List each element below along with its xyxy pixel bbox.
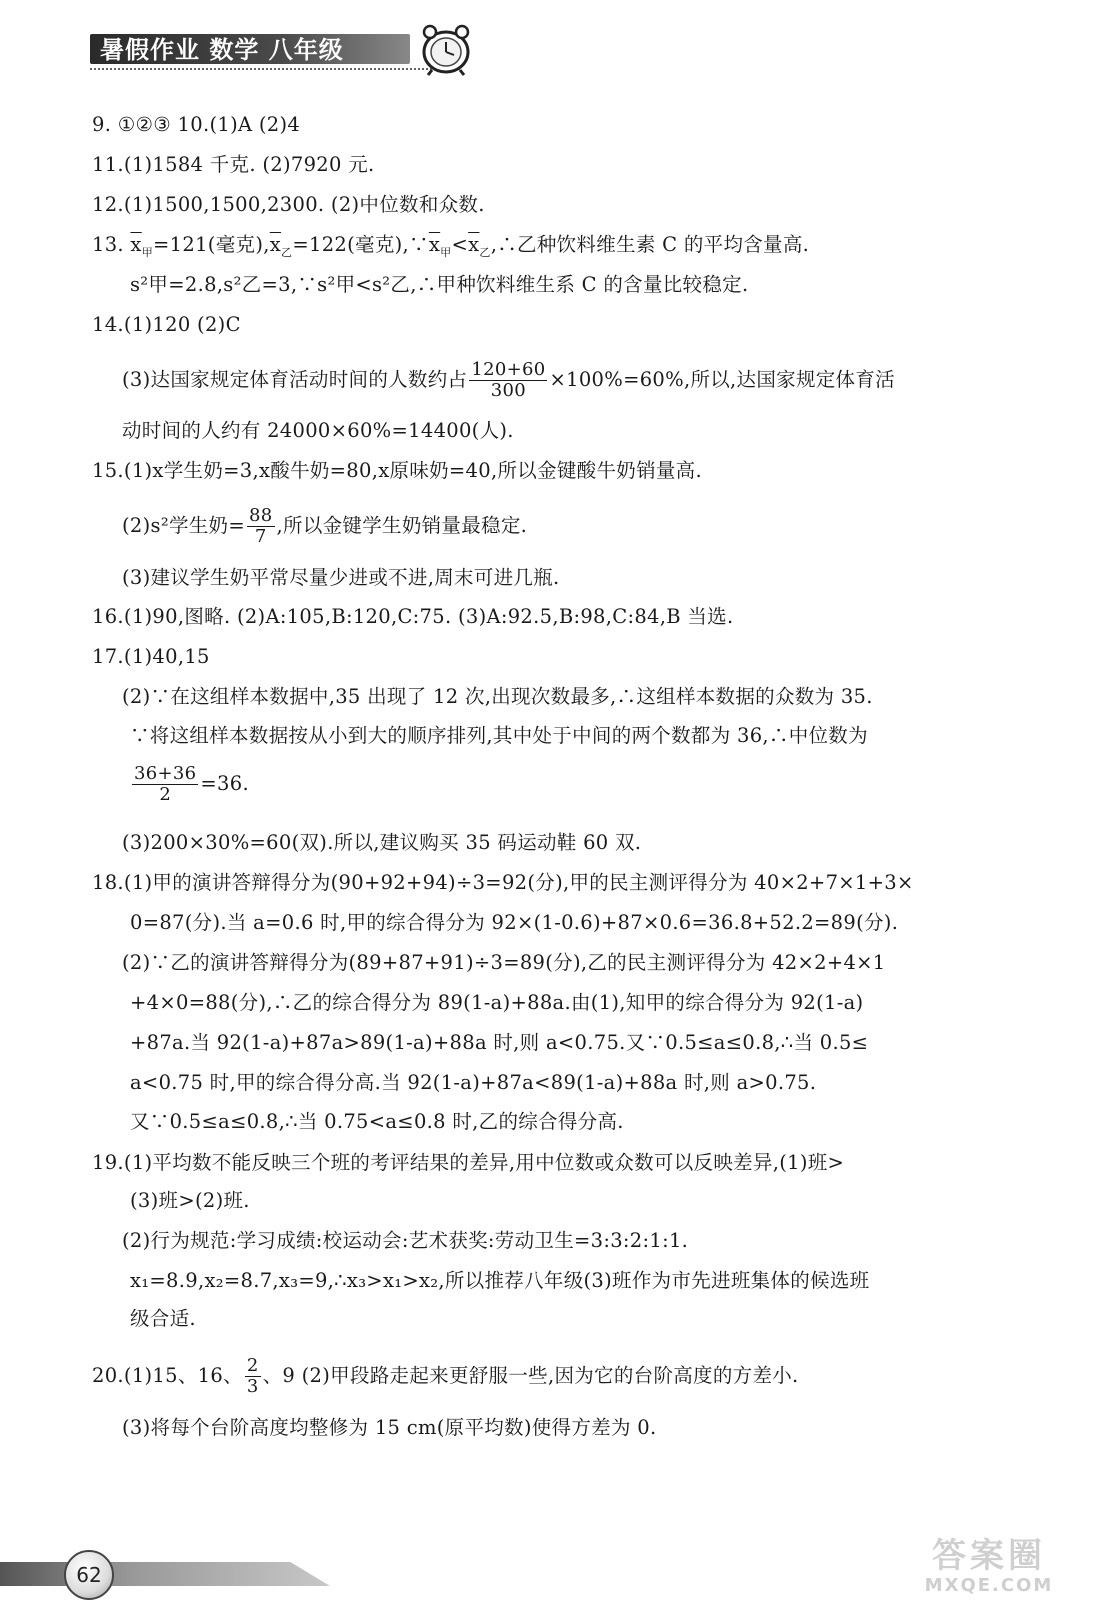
answer-16: 16.(1)90,图略. (2)A:105,B:120,C:75. (3)A:92.5,B:98,C:84,B 当选. [92,605,734,628]
answer-9-10: 9. ①②③ 10.(1)A (2)4 [92,113,301,136]
answer-17-part2-cont: ∵将这组样本数据按从小到大的顺序排列,其中处于中间的两个数都为 36,∴中位数为 [130,724,868,747]
answer-13-variance: s²甲=2.8,s²乙=3,∵s²甲<s²乙,∴甲种饮料维生系 C 的含量比较稳定. [130,273,749,296]
answer-18-part2-cont1: +4×0=88(分),∴乙的综合得分为 89(1-a)+88a.由(1),知甲的综合得分为 92(1-a) [130,991,864,1014]
answer-18-part2-cont4: 又∵0.5≤a≤0.8,∴当 0.75<a≤0.8 时,乙的综合得分高. [130,1110,624,1133]
header-divider [90,68,460,70]
fraction: $\frac{2}{3}$ [246,1355,259,1397]
watermark-url: MXQE.COM [924,1575,1054,1596]
answer-14-part3-cont: 动时间的人约有 24000×60%=14400(人). [122,419,514,442]
answer-14: 14.(1)120 (2)C [92,313,241,336]
answer-18-cont: 0=87(分).当 a=0.6 时,甲的综合得分为 92×(1-0.6)+87×0.6=36.8+52.2=89(分). [130,911,899,934]
page-number: 62 [64,1550,114,1600]
alarm-clock-icon [408,24,478,76]
answer-12: 12.(1)1500,1500,2300. (2)中位数和众数. [92,193,485,216]
answer-18-part2: (2)∵乙的演讲答辩得分为(89+87+91)÷3=89(分),乙的民主测评得分为 42×2+4×1 [122,951,886,974]
header-title: 暑假作业 数学 八年级 [100,36,344,64]
answer-15-part2: (2)s²学生奶= $\frac{88}{7}$ ,所以金键学生奶销量最稳定. [122,505,528,547]
answer-15: 15.(1)x学生奶=3,x酸牛奶=80,x原味奶=40,所以金键酸牛奶销量高. [92,459,702,482]
footer-band [0,1562,330,1586]
fraction: $\frac{36+36}{2}$ [134,763,197,805]
answer-14-part3: (3)达国家规定体育活动时间的人数约占 $\frac{120+60}{300}$ ×100%=60%,所以,达国家规定体育活 [122,359,895,401]
answer-20-part3: (3)将每个台阶高度均整修为 15 cm(原平均数)使得方差为 0. [122,1416,657,1439]
answer-18-part2-cont3: a<0.75 时,甲的综合得分高.当 92(1-a)+87a<89(1-a)+88a 时,则 a>0.75. [130,1071,817,1094]
answer-19-part2: (2)行为规范:学习成绩:校运动会:艺术获奖:劳动卫生=3:3:2:1:1. [122,1229,689,1252]
answer-19-part2-cont2: 级合适. [130,1307,196,1330]
answer-19: 19.(1)平均数不能反映三个班的考评结果的差异,用中位数或众数可以反映差异,(1)班> [92,1151,845,1174]
answer-15-part3: (3)建议学生奶平常尽量少进或不进,周末可进几瓶. [122,566,560,589]
fraction: $\frac{88}{7}$ [249,505,273,547]
fraction: $\frac{120+60}{300}$ [471,359,546,401]
page-header [90,30,490,72]
answer-19-cont: (3)班>(2)班. [130,1189,250,1212]
answer-13: 13. $\overline{x}_甲=121$(毫克)$,\overline{x}_乙=122$(毫克)$,\because\overline{x}_甲<\overline{x}_乙,\therefore$乙种饮料维生素 C 的平均含量高. [92,233,810,259]
answer-18-part2-cont2: +87a.当 92(1-a)+87a>89(1-a)+88a 时,则 a<0.75.又∵0.5≤a≤0.8,∴当 0.5≤ [130,1031,869,1054]
answer-17-part2: (2)∵在这组样本数据中,35 出现了 12 次,出现次数最多,∴这组样本数据的众数为 35. [122,685,873,708]
answer-17: 17.(1)40,15 [92,645,210,668]
answer-20: 20.(1)15、16、 $\frac{2}{3}$ 、9 (2)甲段路走起来更舒服一些,因为它的台阶高度的方差小. [92,1355,799,1397]
answer-19-part2-cont: x₁=8.9,x₂=8.7,x₃=9,∴x₃>x₁>x₂,所以推荐八年级(3)班作为市先进班集体的候选班 [130,1269,870,1292]
answer-11: 11.(1)1584 千克. (2)7920 元. [92,153,375,176]
answer-17-median: $\frac{36+36}{2}$ =36. [134,763,249,805]
page-footer [0,1548,360,1600]
answer-17-part3: (3)200×30%=60(双).所以,建议购买 35 码运动鞋 60 双. [122,831,642,854]
watermark [904,1536,1074,1596]
answer-18: 18.(1)甲的演讲答辩得分为(90+92+94)÷3=92(分),甲的民主测评得分为 40×2+7×1+3× [92,871,914,894]
watermark-logo: 答案圈 [932,1536,1046,1576]
